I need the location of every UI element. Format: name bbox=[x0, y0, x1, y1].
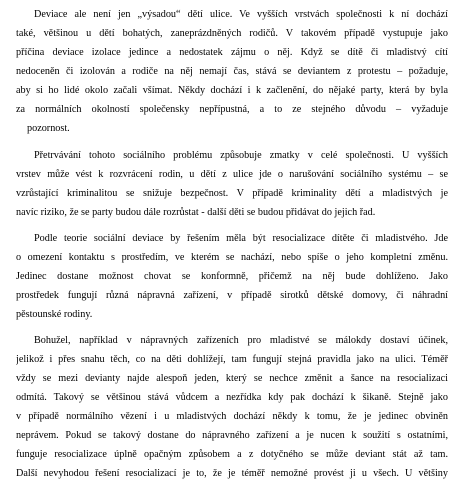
text-line: Další nevyhodou řešení resocializací je to, že je téměř nemožné provést ji u všech. U většiny bbox=[16, 468, 448, 479]
text-line: funguje resocializace úplně opačným způsobem a z dotyčného se může deviant stát až tam. bbox=[16, 449, 448, 460]
text-line: Bohužel, například v nápravných zařízeních pro mladistvé se málokdy dostaví účinek, bbox=[34, 335, 448, 346]
text-line: v případě normálního vězení i u mladistvých dochází někdy k tomu, že je jedinec obviněn bbox=[16, 411, 448, 422]
text-line: vzrůstající kriminalitou se snižuje bezpečnost. V případě kriminality dětí a mladistvých je bbox=[16, 188, 448, 199]
text-line: příčina deviace izolace jedince a nedostatek zájmu o něj. Když se dítě či mladistvý cítí bbox=[16, 47, 448, 58]
text-line: prostředek fungují různá nápravná zařízení, v případě sirotků dětské domovy, či náhradní bbox=[16, 290, 448, 301]
text-line: vždy se mezi devianty najde alespoň jeden, který se nechce změnit a šance na resocializaci bbox=[16, 373, 448, 384]
text-line: za normálních okolností společensky nepřípustná, a to ze stejného důvodu – vyžaduje bbox=[16, 104, 448, 115]
text-line: navíc riziko, že se party budou dále rozrůstat - další děti se budou přidávat do jejich řad. bbox=[16, 207, 376, 218]
text-line: Jedinec dostane možnost chovat se konformně, přičemž na něj bude dohlíženo. Jako bbox=[16, 271, 448, 282]
text-line: neprávem. Pokud se takový dostane do nápravného zařízení a je nucen k soužití s ostatními, bbox=[16, 430, 448, 441]
text-line: pěstounské rodiny. bbox=[16, 309, 93, 320]
paragraph-4 bbox=[16, 331, 448, 483]
text-line: také, většinou u dětí bohatých, zaneprázdněných rodičů. V takovém případě vystupuje jako bbox=[16, 28, 448, 39]
text-line: o omezení kontaktu s prostředím, ve kterém se nachází, nebo spíše o jeho kompletní změnu. bbox=[16, 252, 448, 263]
text-line: vrstev může vést k rozvrácení rodin, u dětí z ulice jde o narušování sociálního systému – se bbox=[16, 169, 448, 180]
text-line: aby si ho lidé okolo začali všímat. Někdy dochází i k začlenění, do nějaké party, která by byla bbox=[16, 85, 448, 96]
text-line: Podle teorie sociální deviace by řešením měla být resocializace dítěte či mladistvého. Jde bbox=[34, 233, 448, 244]
text-line: odmítá. Takový se většinou stává vůdcem a nezřídka kdy pak dochází k šikaně. Stejně jako bbox=[16, 392, 448, 403]
text-line: Přetrvávání tohoto sociálního problému způsobuje zmatky v celé společnosti. U vyšších bbox=[34, 150, 448, 161]
paragraph-3 bbox=[16, 229, 448, 324]
text-line: Deviace ale není jen „výsadou“ dětí ulice. Ve vyšších vrstvách společnosti k ní dochází bbox=[34, 9, 448, 20]
paragraph-2 bbox=[16, 146, 448, 222]
text-line: jelikož i přes snahu těch, co na děti dohlížejí, tam fungují stejná pravidla jako na ulici. Téměř bbox=[16, 354, 448, 365]
paragraph-1 bbox=[16, 5, 448, 138]
text-line: pozornost. bbox=[27, 123, 70, 134]
text-line: nedoceněn či izolován a rodiče na něj nemají čas, stává se deviantem z protestu – požaduje, bbox=[16, 66, 448, 77]
